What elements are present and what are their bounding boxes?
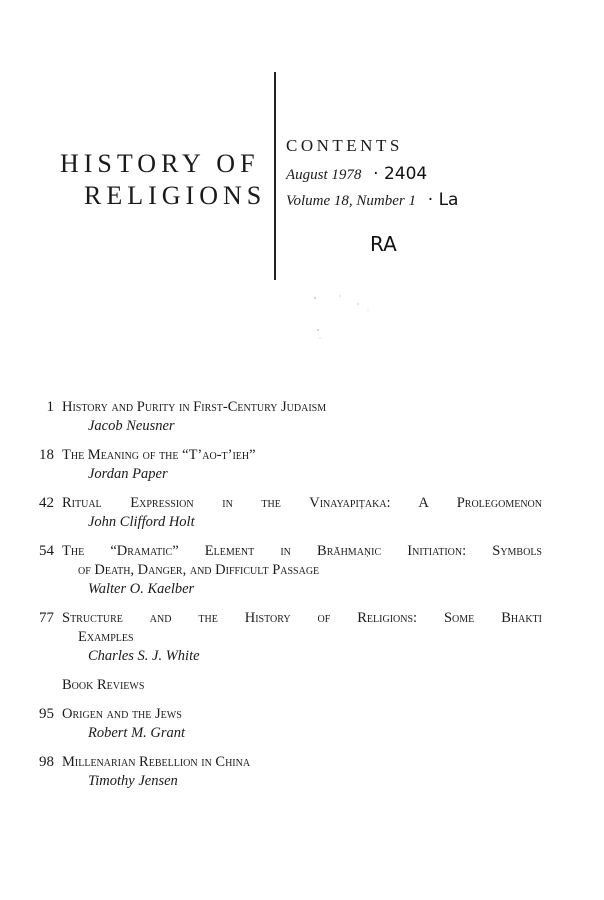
toc-entry-page: 42	[39, 495, 54, 511]
toc-entry-title: Ritual Expression in the Vinayapiṭaka: A Prolegomenon	[62, 495, 542, 511]
contents-title: CONTENTS	[286, 136, 403, 155]
handwritten-note-date: · 2404	[373, 164, 428, 184]
journal-title-line2: RELIGIONS	[84, 181, 267, 210]
toc-entry	[0, 542, 604, 599]
toc-entry-title: Origen and the Jews	[62, 706, 182, 722]
toc-entry	[0, 753, 604, 791]
toc-entry-title: Structure and the History of Religions: Some Bhakti	[62, 610, 542, 626]
toc-entry-page: 54	[39, 543, 54, 559]
toc-entry	[0, 705, 604, 743]
toc-entry-author: John Clifford Holt	[88, 514, 195, 530]
toc-entry-page: 95	[39, 706, 54, 722]
toc-entry-title-continued: Examples	[78, 629, 134, 645]
issue-volume-text: Volume 18, Number 1	[286, 193, 416, 209]
journal-title-line1: HISTORY OF	[60, 149, 260, 178]
toc-entry-title: The Meaning of the “T’ao-t’ieh”	[62, 447, 256, 463]
toc-entry-author: Robert M. Grant	[88, 725, 186, 741]
toc-entry	[0, 446, 604, 484]
toc-entry-author: Walter O. Kaelber	[88, 581, 195, 597]
table-of-contents	[0, 398, 604, 801]
issue-date	[286, 162, 458, 188]
toc-entry-page: 1	[46, 399, 54, 415]
toc-entry-title: History and Purity in First-Century Judaism	[62, 399, 327, 415]
toc-entry-page: 77	[39, 610, 54, 626]
issue-volume	[286, 188, 458, 214]
toc-entry-author: Jacob Neusner	[88, 418, 175, 434]
toc-entry	[0, 398, 604, 436]
contents-header	[286, 136, 458, 214]
toc-entry-author: Charles S. J. White	[88, 648, 200, 664]
book-reviews-heading: Book Reviews	[62, 677, 145, 693]
handwritten-note-extra: RA	[370, 232, 397, 256]
handwritten-note-volume: · La	[427, 190, 459, 210]
toc-entry-title: The “Dramatic” Element in Brāhmaṇic Initiation: Symbols	[62, 543, 542, 559]
toc-entry-page: 18	[39, 447, 54, 463]
toc-entry	[0, 494, 604, 532]
journal-title	[60, 148, 274, 212]
scan-specks	[310, 290, 380, 350]
toc-entry	[0, 609, 604, 666]
toc-entry-author: Timothy Jensen	[88, 773, 178, 789]
toc-entry-page: 98	[39, 754, 54, 770]
toc-entry-author: Jordan Paper	[88, 466, 168, 482]
toc-entry-title: Millenarian Rebellion in China	[62, 754, 251, 770]
toc-entry-title-continued: of Death, Danger, and Difficult Passage	[78, 562, 320, 578]
issue-date-text: August 1978	[286, 167, 362, 183]
header-divider	[274, 72, 276, 280]
